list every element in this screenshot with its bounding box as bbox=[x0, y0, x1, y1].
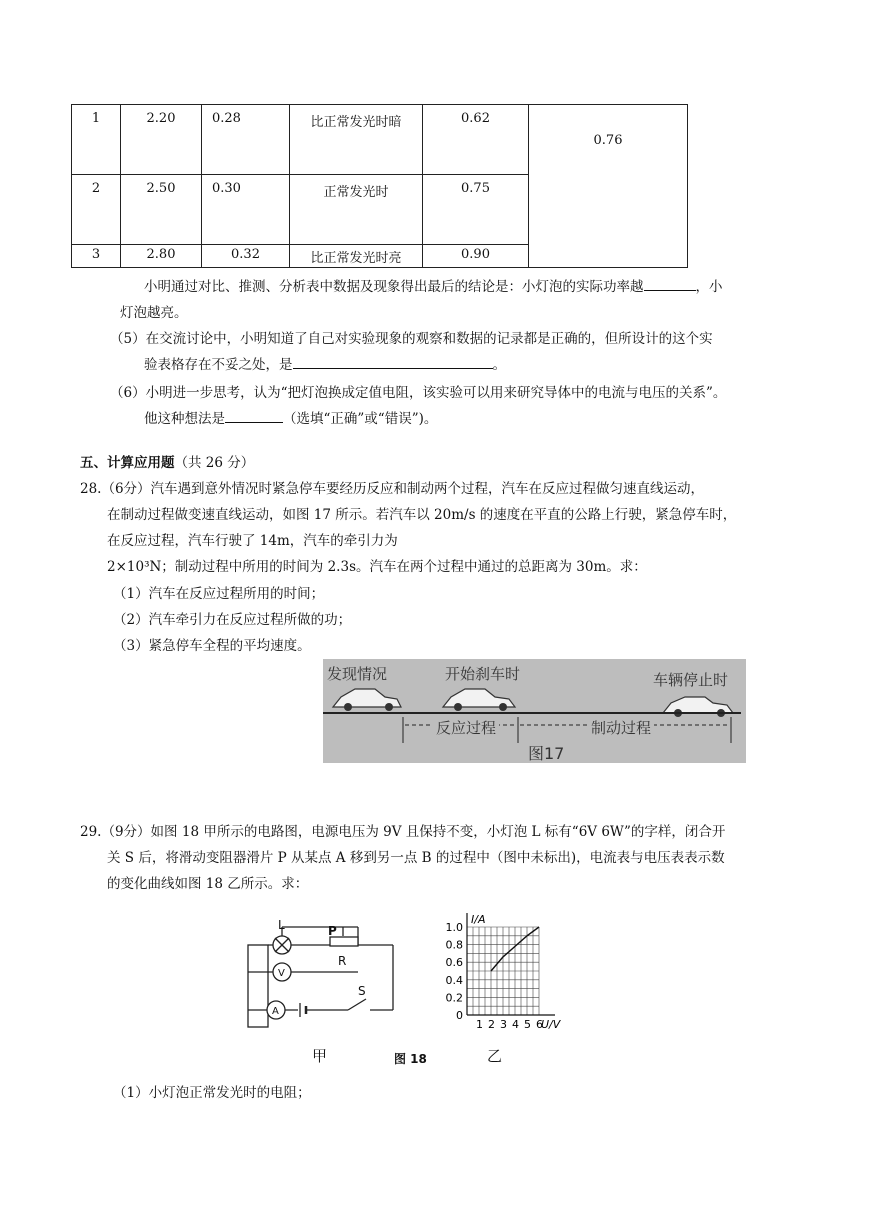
label-stop: 车辆停止时 bbox=[653, 671, 729, 689]
y-tick-label: 1.0 bbox=[445, 921, 463, 934]
answer-blank[interactable] bbox=[225, 410, 283, 423]
q28-line4: 2×10³N；制动过程中所用的时间为 2.3s。汽车在两个过程中通过的总距离为 30m。求： bbox=[107, 559, 647, 575]
x-tick-label: 1 bbox=[476, 1018, 483, 1031]
label-braking: 制动过程 bbox=[588, 717, 654, 738]
y-axis-label: I/A bbox=[471, 913, 486, 926]
rheostat-label: R bbox=[338, 954, 347, 968]
y-tick-label: 0.6 bbox=[445, 956, 463, 970]
circuit-diagram bbox=[238, 915, 398, 1030]
x-tick-label: 5 bbox=[524, 1018, 531, 1031]
q29-line3: 的变化曲线如图 18 乙所示。求： bbox=[107, 876, 309, 892]
cell: 0.30 bbox=[202, 175, 290, 245]
data-table bbox=[71, 104, 688, 268]
ammeter-label: A bbox=[272, 1006, 279, 1017]
label-reaction: 反应过程 bbox=[433, 717, 499, 738]
lamp-label: L bbox=[278, 918, 285, 932]
y-tick-label: 0.2 bbox=[445, 991, 463, 1005]
cell: 比正常发光时亮 bbox=[290, 245, 423, 268]
q6-line2: 他这种想法是 （选填“正确”或“错误”)。 bbox=[144, 411, 438, 427]
conclusion-line1: 小明通过对比、推测、分析表中数据及现象得出最后的结论是：小灯泡的实际功率越 ，小 bbox=[144, 279, 723, 295]
label-discover: 发现情况 bbox=[327, 665, 388, 683]
cell: 比正常发光时暗 bbox=[290, 105, 423, 175]
q29-line2: 关 S 后，将滑动变阻器滑片 P 从某点 A 移到另一点 B 的过程中（图中未标出)，电流表与电压表表示数 bbox=[107, 850, 725, 866]
x-tick-label: 6 bbox=[536, 1018, 543, 1031]
q28-line1: 28.（6分）汽车遇到意外情况时紧急停车要经历反应和制动两个过程，汽车在反应过程做匀速直线运动， bbox=[80, 481, 705, 497]
q28-sub2: （2）汽车牵引力在反应过程所做的功； bbox=[113, 612, 352, 628]
q29-sub1: （1）小灯泡正常发光时的电阻； bbox=[113, 1085, 311, 1101]
q28-line3: 在反应过程，汽车行驶了 14m，汽车的牵引力为 bbox=[107, 533, 398, 549]
figure-17-caption: 图17 bbox=[528, 744, 565, 763]
q29-line1: 29.（9分）如图 18 甲所示的电路图，电源电压为 9V 且保持不变，小灯泡 L 标有“6V 6W”的字样，闭合开 bbox=[80, 824, 726, 840]
q28-sub3: （3）紧急停车全程的平均速度。 bbox=[113, 638, 311, 654]
cell-average: 0.76 bbox=[529, 105, 688, 268]
q5-line1: （5）在交流讨论中，小明知道了自己对实验现象的观察和数据的记录都是正确的，但所设计的这个实 bbox=[110, 331, 713, 347]
section-heading: 五、计算应用题（共 26 分） bbox=[80, 455, 255, 471]
x-axis-label: U/V bbox=[541, 1018, 561, 1031]
cell: 0.28 bbox=[202, 105, 290, 175]
conclusion-line2: 灯泡越亮。 bbox=[120, 305, 188, 321]
voltmeter-label: V bbox=[278, 968, 285, 979]
figure-17 bbox=[323, 659, 746, 763]
x-tick-label: 2 bbox=[488, 1018, 495, 1031]
x-tick-label: 3 bbox=[500, 1018, 507, 1031]
q28-line2: 在制动过程做变速直线运动，如图 17 所示。若汽车以 20m/s 的速度在平直的公路上行驶，紧急停车时， bbox=[107, 507, 737, 523]
y-tick-label: 0 bbox=[456, 1009, 463, 1022]
cell: 0.75 bbox=[423, 175, 529, 245]
cell: 0.32 bbox=[202, 245, 290, 268]
q6-line1: （6）小明进一步思考，认为“把灯泡换成定值电阻，该实验可以用来研究导体中的电流与电压的关系”。 bbox=[110, 385, 727, 401]
cell: 2.50 bbox=[121, 175, 202, 245]
switch-label: S bbox=[358, 984, 366, 998]
iv-chart bbox=[425, 905, 575, 1035]
answer-blank[interactable] bbox=[644, 278, 696, 291]
figure-yi-label: 乙 bbox=[487, 1047, 503, 1065]
slider-label: P bbox=[328, 924, 337, 938]
x-tick-label: 4 bbox=[512, 1018, 519, 1031]
cell: 3 bbox=[72, 245, 121, 268]
y-tick-label: 0.4 bbox=[445, 973, 463, 987]
cell: 正常发光时 bbox=[290, 175, 423, 245]
cell: 0.90 bbox=[423, 245, 529, 268]
label-start-brake: 开始刹车时 bbox=[445, 665, 521, 683]
cell: 2.20 bbox=[121, 105, 202, 175]
q28-sub1: （1）汽车在反应过程所用的时间； bbox=[113, 586, 325, 602]
cell: 2.80 bbox=[121, 245, 202, 268]
answer-blank[interactable] bbox=[293, 356, 493, 369]
y-tick-label: 0.8 bbox=[445, 938, 463, 952]
cell: 0.62 bbox=[423, 105, 529, 175]
cell: 2 bbox=[72, 175, 121, 245]
q5-line2: 验表格存在不妥之处，是 。 bbox=[144, 357, 506, 373]
figure-jia-label: 甲 bbox=[312, 1047, 328, 1065]
figure-18-caption: 图 18 bbox=[394, 1052, 427, 1066]
cell: 1 bbox=[72, 105, 121, 175]
